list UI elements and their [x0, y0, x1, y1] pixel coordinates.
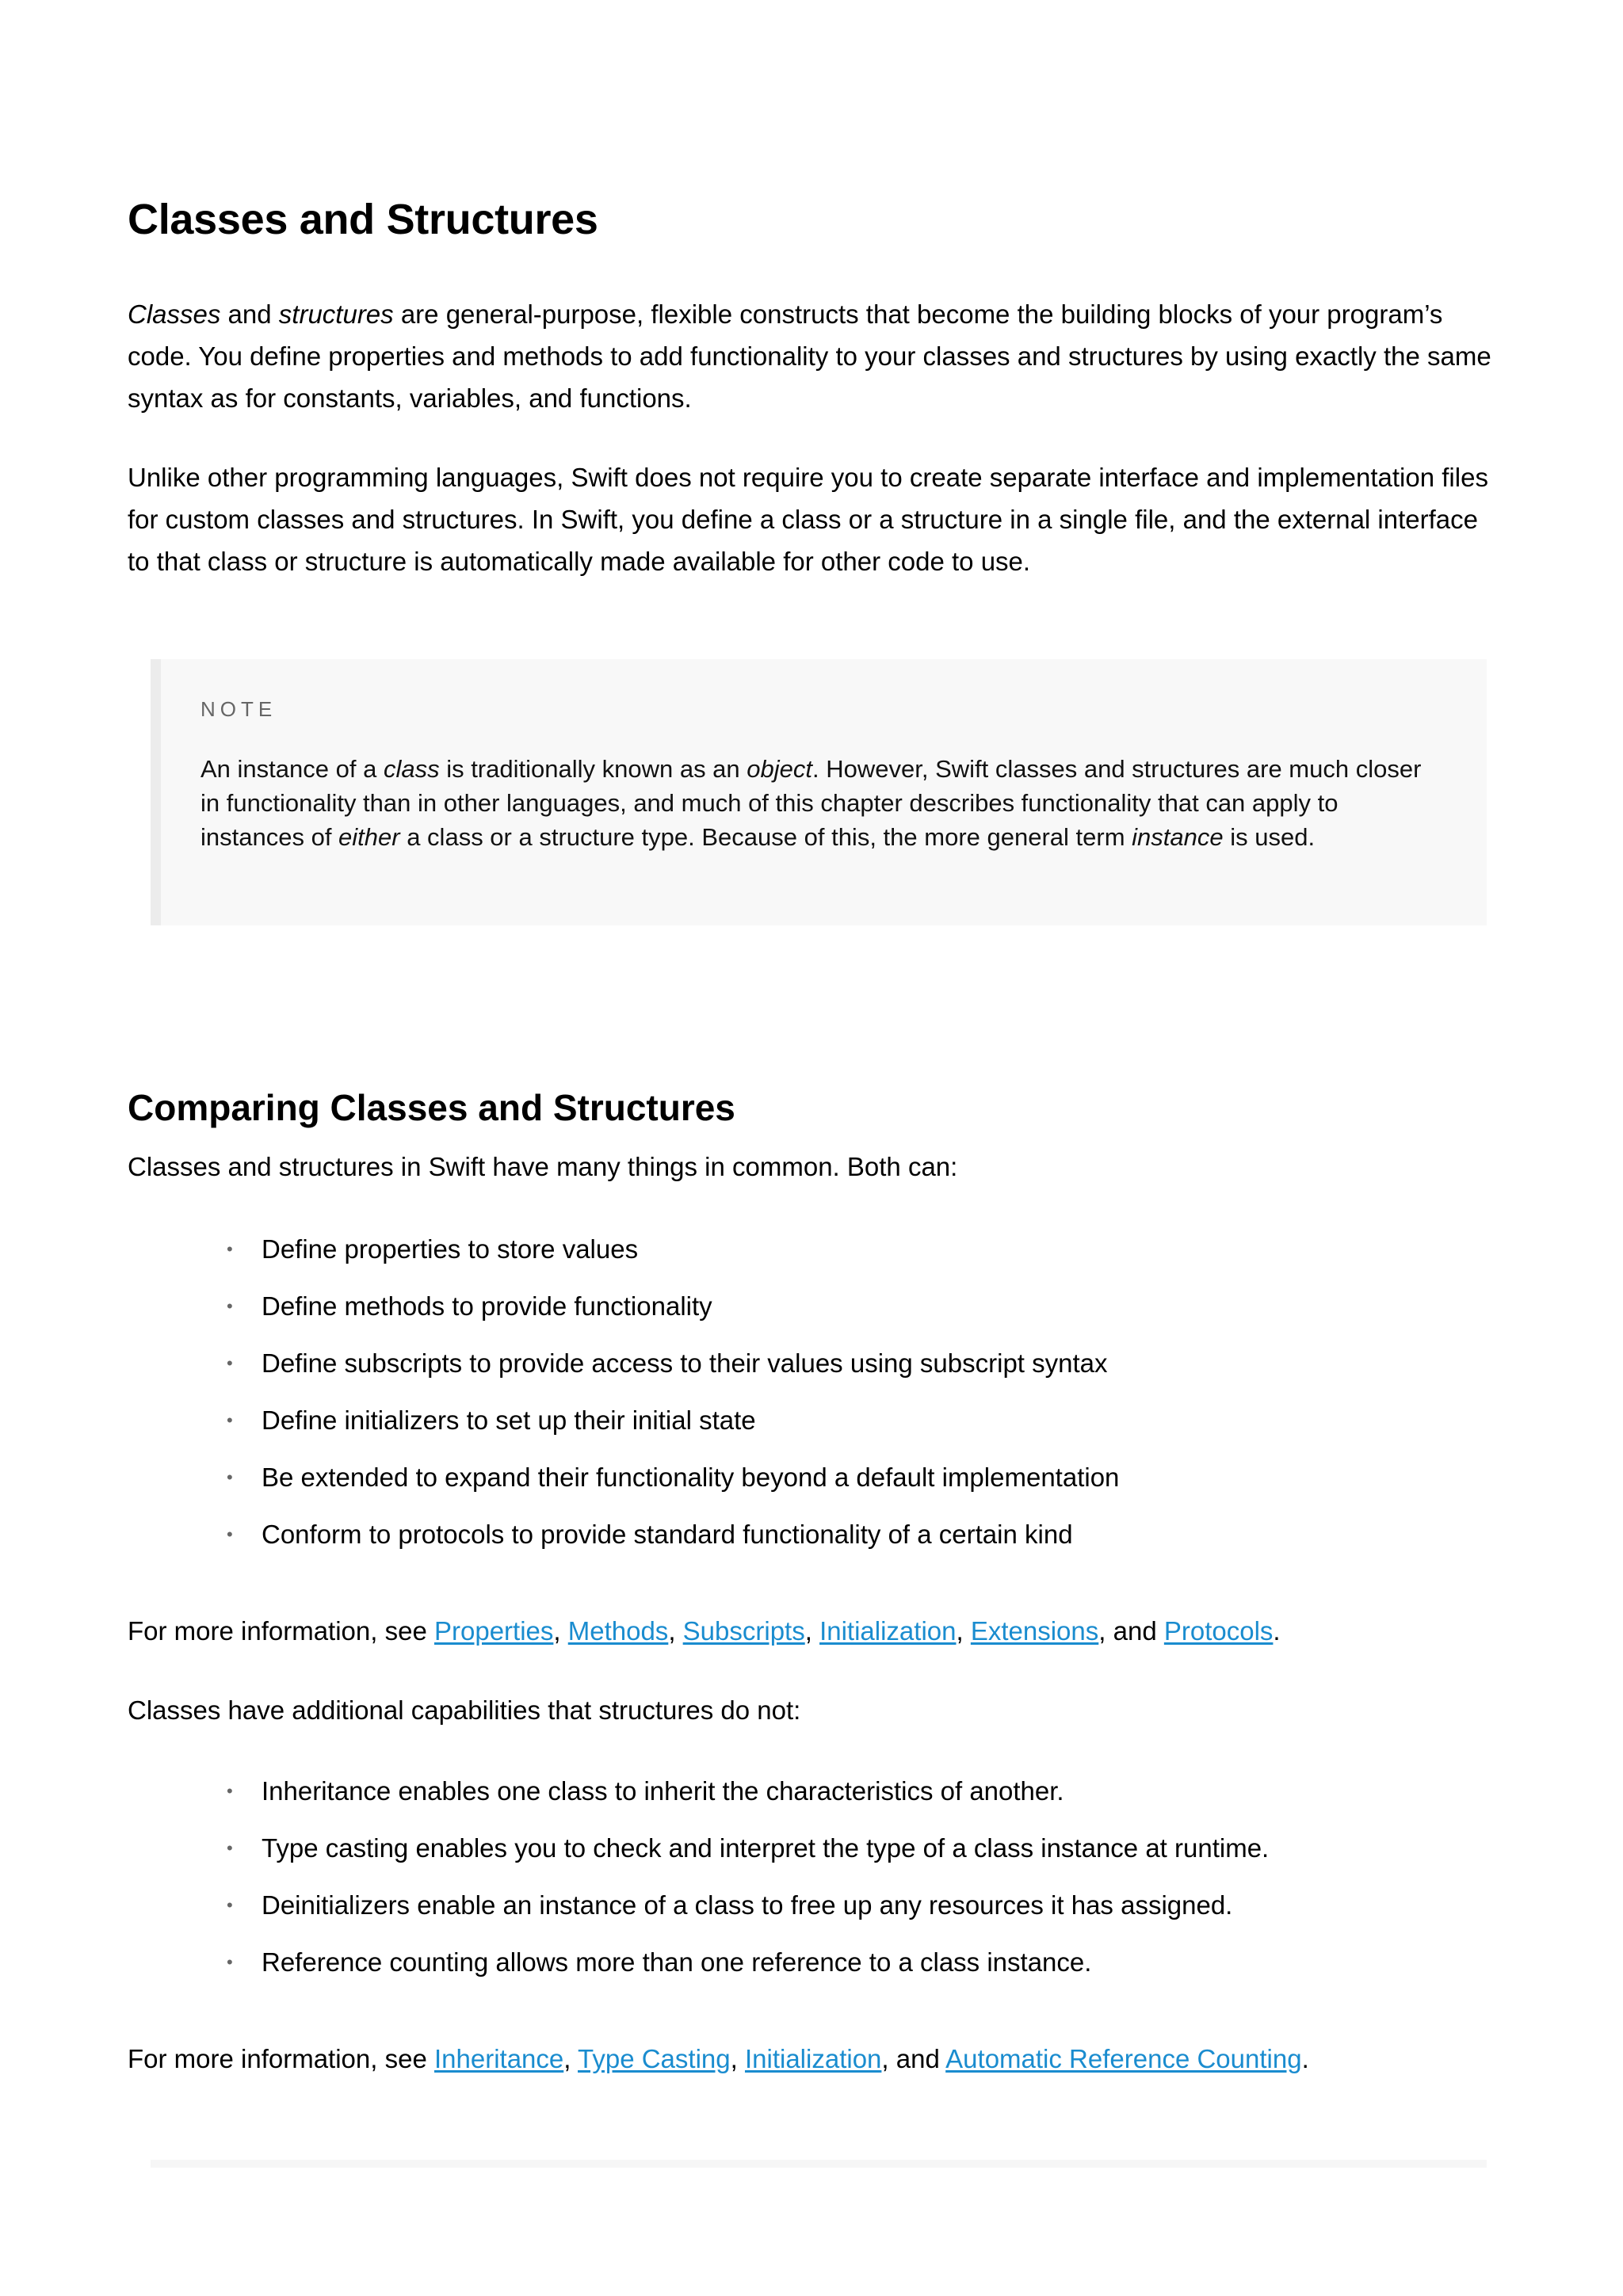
- section-heading-comparing: Comparing Classes and Structures: [128, 1087, 735, 1128]
- intro-paragraph-2: Unlike other programming languages, Swift does not require you to create separate interface and implementation files for custom classes and structures. In Swift, you define a class or a structure in a single file, and the external interface to that class or structure is automatically made available for other code to use.: [128, 463, 1488, 576]
- note-box: [151, 659, 1487, 925]
- more-info-paragraph-2: For more information, see Inheritance, Type Casting, Initialization, and Automatic Reference Counting.: [128, 2044, 1309, 2073]
- note-label: NOTE: [200, 697, 277, 721]
- page-title: Classes and Structures: [128, 196, 598, 243]
- link-initialization[interactable]: Initialization: [819, 1616, 957, 1646]
- term-structures: structures: [278, 299, 394, 329]
- bullet-icon: •: [227, 1524, 233, 1544]
- list-item: • Define initializers to set up their initial state: [223, 1392, 1475, 1449]
- bottom-divider: [151, 2160, 1487, 2168]
- bullet-icon: •: [227, 1781, 233, 1801]
- list-item: • Define methods to provide functionality: [223, 1278, 1475, 1335]
- class-capabilities-intro: Classes have additional capabilities that structures do not:: [128, 1695, 801, 1725]
- link-initialization-2[interactable]: Initialization: [744, 2044, 882, 2073]
- link-automatic-reference-counting[interactable]: Automatic Reference Counting: [945, 2044, 1302, 2073]
- bullet-icon: •: [227, 1353, 233, 1373]
- link-type-casting[interactable]: Type Casting: [578, 2044, 731, 2073]
- list-item: • Define properties to store values: [223, 1221, 1475, 1278]
- bullet-icon: •: [227, 1838, 233, 1858]
- comparing-intro: Classes and structures in Swift have many things in common. Both can:: [128, 1152, 958, 1181]
- link-methods[interactable]: Methods: [567, 1616, 669, 1646]
- link-inheritance[interactable]: Inheritance: [433, 2044, 564, 2073]
- link-subscripts[interactable]: Subscripts: [682, 1616, 805, 1646]
- class-capabilities-list: [223, 1763, 1475, 1991]
- list-item: • Reference counting allows more than one reference to a class instance.: [223, 1934, 1475, 1991]
- list-item: • Inheritance enables one class to inherit the characteristics of another.: [223, 1763, 1475, 1820]
- bullet-icon: •: [227, 1467, 233, 1487]
- link-properties[interactable]: Properties: [433, 1616, 554, 1646]
- intro-paragraph-1: Classes and structures are general-purpose, flexible constructs that become the building blocks of your program’s code. You define properties and methods to add functionality to your classes and structures by using exactly the same syntax as for constants, variables, and functions.: [128, 299, 1491, 413]
- list-item: • Type casting enables you to check and interpret the type of a class instance at runtime.: [223, 1820, 1475, 1877]
- more-info-paragraph-1: For more information, see Properties, Methods, Subscripts, Initialization, Extensions, and Protocols.: [128, 1616, 1281, 1646]
- list-item: • Conform to protocols to provide standard functionality of a certain kind: [223, 1506, 1475, 1563]
- link-extensions[interactable]: Extensions: [970, 1616, 1099, 1646]
- list-item: • Deinitializers enable an instance of a class to free up any resources it has assigned.: [223, 1877, 1475, 1934]
- link-protocols[interactable]: Protocols: [1163, 1616, 1274, 1646]
- note-text: An instance of a class is traditionally known as an object. However, Swift classes and structures are much closer in functionality than in other languages, and much of this chapter describes functionality that can apply to instances of either a class or a structure type. Because of this, the more general term instance is used.: [200, 755, 1422, 851]
- bullet-icon: •: [227, 1952, 233, 1972]
- common-capabilities-list: [223, 1221, 1475, 1563]
- bullet-icon: •: [227, 1239, 233, 1259]
- bullet-icon: •: [227, 1895, 233, 1915]
- bullet-icon: •: [227, 1296, 233, 1316]
- list-item: • Define subscripts to provide access to their values using subscript syntax: [223, 1335, 1475, 1392]
- list-item: • Be extended to expand their functionality beyond a default implementation: [223, 1449, 1475, 1506]
- bullet-icon: •: [227, 1410, 233, 1430]
- term-classes: Classes: [128, 299, 221, 329]
